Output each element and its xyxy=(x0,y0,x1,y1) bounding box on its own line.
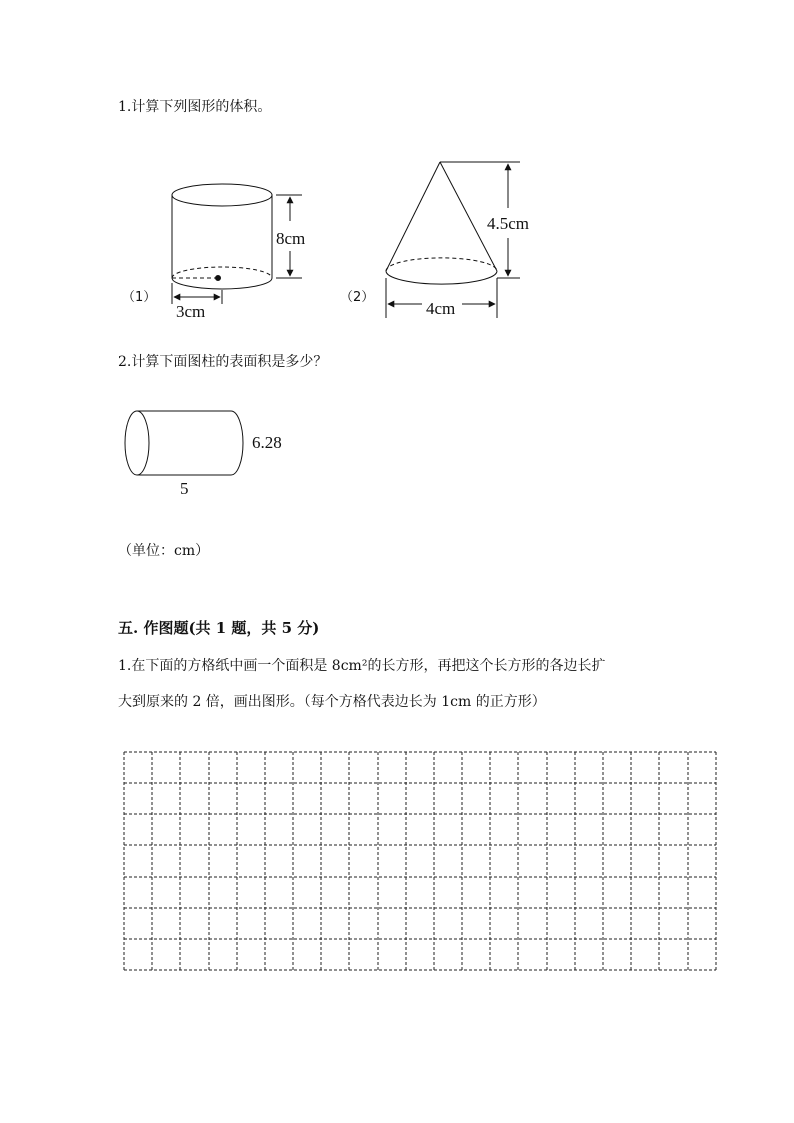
circumference-label: 6.28 xyxy=(252,433,282,452)
grid-paper xyxy=(124,752,716,970)
cone-tag: （2） xyxy=(340,290,375,305)
cylinder-radius-label: 3cm xyxy=(176,302,206,321)
cone-height-label: 4.5cm xyxy=(487,214,530,233)
section-title: 五. 作图题(共 1 题，共 5 分) xyxy=(118,619,320,637)
cylinder-height-label: 8cm xyxy=(276,229,306,248)
problem-text-line-2: 大到原来的 2 倍，画出图形。（每个方格代表边长为 1cm 的正方形） xyxy=(118,694,546,710)
question-1-text: 1.计算下列图形的体积。 xyxy=(118,99,272,115)
cone-diameter-label: 4cm xyxy=(426,299,456,318)
question-2-text: 2.计算下面图柱的表面积是多少？ xyxy=(118,354,328,370)
length-label: 5 xyxy=(180,479,189,498)
lying-cylinder-figure xyxy=(125,411,243,475)
problem-text-line-1: 1.在下面的方格纸中画一个面积是 8cm²的长方形，再把这个长方形的各边长扩 xyxy=(118,658,606,674)
cylinder-tag: （1） xyxy=(122,290,157,305)
unit-note: （单位：cm） xyxy=(118,543,210,559)
cone-figure xyxy=(386,162,520,318)
